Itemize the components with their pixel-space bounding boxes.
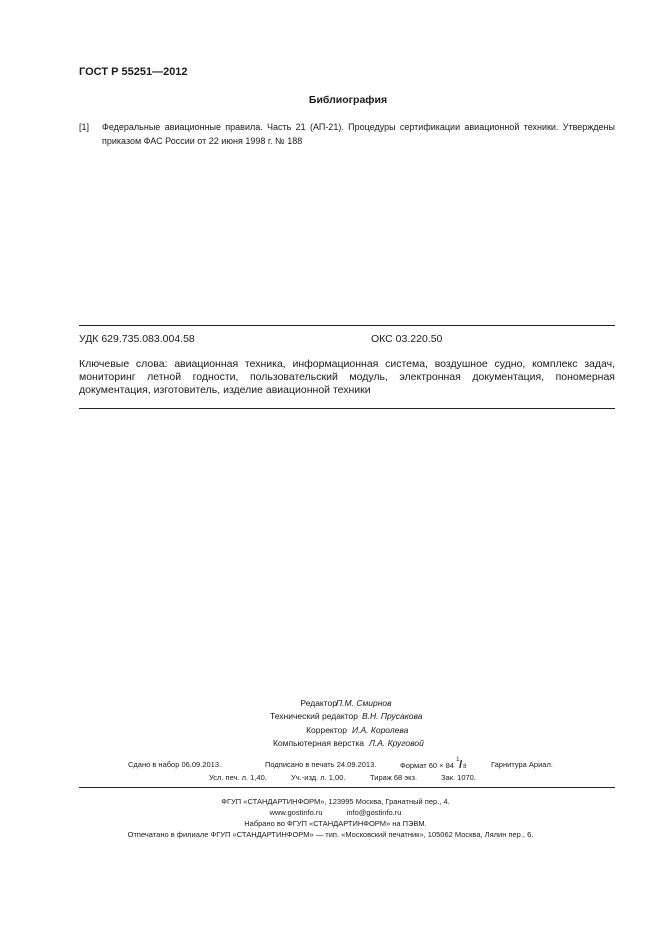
credit-name: В.Н. Прусакова [362,711,423,722]
format-fraction-denominator: 8 [463,764,467,770]
footer-contacts [0,808,661,817]
standard-number: ГОСТ Р 55251—2012 [79,66,188,78]
credit-name: Л.А. Круговой [369,738,424,749]
credit-role: Технический редактор [270,711,358,722]
credit-name: И.А. Королева [352,724,409,735]
bibliography-entry-number: [1] [79,122,90,132]
footer-typeset: Набрано во ФГУП «СТАНДАРТИНФОРМ» на ПЭВМ. [244,819,427,828]
format-fraction-numerator: 1 [456,757,460,763]
format-fraction-slash: / [459,759,463,771]
oks-code: ОКС 03.220.50 [371,333,443,345]
footer-publisher: ФГУП «СТАНДАРТИНФОРМ», 123995 Москва, Гранатный пер., 4. [221,797,450,806]
bibliography-entry-text: Федеральные авиационные правила. Часть 21 (АП-21). Процедуры сертификации авиационной техники. Утверждены приказом ФАС России от 22 июня 1998 г. № 188 [102,122,615,146]
credit-role: Редактор [300,698,337,708]
imprint-submitted: Сдано в набор 06.09.2013. [128,760,222,769]
format-label: Формат 60 [400,761,438,770]
divider-top [79,325,615,326]
imprint-signed: Подписано в печать 24.09.2013. [265,760,377,769]
bibliography-title: Библиография [308,94,388,106]
credit-role: Корректор [306,724,347,735]
imprint-pub-sheets: Уч.-изд. л. 1,00. [291,773,346,782]
credit-name: П.М. Смирнов [336,698,392,708]
imprint-print-sheets: Усл. печ. л. 1,40. [209,773,267,782]
imprint-format [400,757,468,771]
keywords: Ключевые слова: авиационная техника, информационная система, воздушное судно, комплекс задач, мониторинг летной годности, пользовательский модуль, электронная документация, пономерная документация, изготовитель, изделие авиационной техники [79,358,615,396]
imprint-order: Зак. 1070. [441,773,476,782]
divider-bottom [79,408,615,409]
footer-website-link[interactable]: www.gostinfo.ru [269,808,323,817]
format-fraction [456,757,468,771]
format-x: × 84 [439,761,454,770]
footer-email-link[interactable]: info@gostinfo.ru [346,808,402,817]
footer-printed: Отпечатано в филиале ФГУП «СТАНДАРТИНФОРМ» — тип. «Московский печатник», 105062 Москва, Лялин пер., 6. [127,830,534,839]
udk-code: УДК 629.735.083.004.58 [79,333,195,345]
imprint-copies: Тираж 68 экз. [370,773,418,782]
divider-imprint [79,787,615,788]
credit-role: Компьютерная верстка [272,738,364,749]
imprint-typeface: Гарнитура Ариал. [491,760,553,769]
